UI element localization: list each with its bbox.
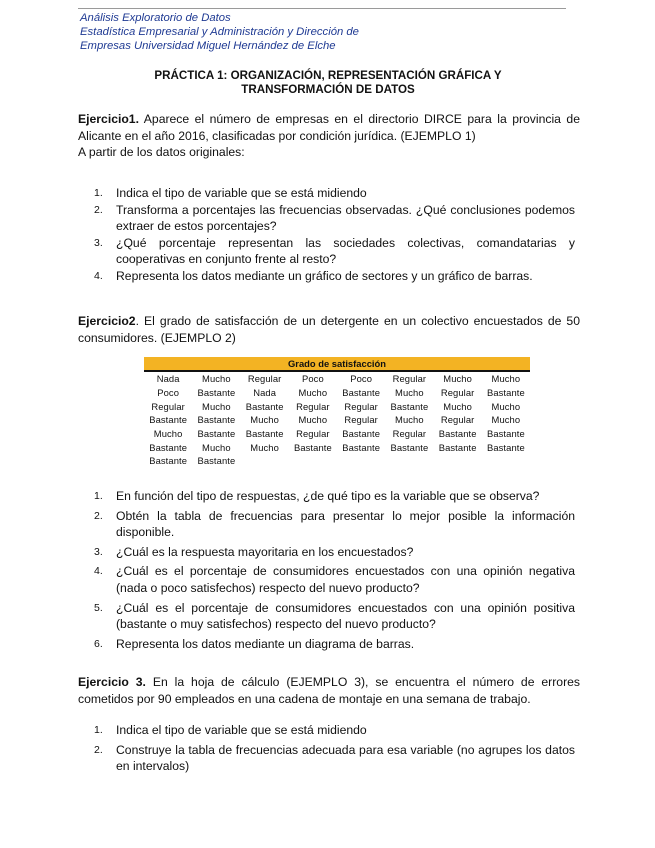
title-line-2: TRANSFORMACIÓN DE DATOS <box>241 83 415 96</box>
table-cell: Poco <box>157 387 180 399</box>
table-cell: Poco <box>289 371 337 386</box>
table-cell: Regular <box>440 414 475 426</box>
table-cell: Bastante <box>197 414 236 426</box>
table-cell: Mucho <box>202 441 231 453</box>
table-cell: Mucho <box>202 400 231 412</box>
list-item: 2. Construye la tabla de frecuencias adecuada para esa variable (no agrupes los datos en intervalos) <box>94 742 575 774</box>
header-line-2: Estadística Empresarial y Administración y Dirección de <box>80 26 359 39</box>
table-body <box>144 371 530 468</box>
table-cell: Regular <box>440 387 475 399</box>
list-item: 3. ¿Qué porcentaje representan las sociedades colectivas, comandatarias y cooperativas en conjunto frente al resto? <box>94 235 575 267</box>
table-cell: Poco <box>337 371 385 386</box>
table-cell: Regular <box>151 400 185 412</box>
table-row <box>144 371 530 386</box>
list-item: 6. Representa los datos mediante un diagrama de barras. <box>94 636 415 651</box>
exercise-3-text: En la hoja de cálculo (EJEMPLO 3), se encuentra el número de errores cometidos por 90 empleados en una cadena de montaje en una semana de trabajo. <box>78 675 581 706</box>
table-cell <box>337 454 385 468</box>
exercise-1-statement <box>78 111 580 144</box>
list-item: 2. Obtén la tabla de frecuencias para presentar lo mejor posible la información disponible. <box>94 508 575 540</box>
table-cell: Regular <box>296 400 330 412</box>
running-header <box>80 11 359 54</box>
table-cell: Regular <box>344 414 378 426</box>
header-line-1: Análisis Exploratorio de Datos <box>80 12 231 24</box>
table-cell: Bastante <box>438 428 477 440</box>
list-item: 1. En función del tipo de respuestas, ¿de qué tipo es la variable que se observa? <box>94 489 540 503</box>
exercise-3-list <box>94 722 575 775</box>
exercise-1-intro: A partir de los datos originales: <box>78 145 245 159</box>
exercise-3-label: Ejercicio 3. <box>78 675 146 689</box>
table-cell: Bastante <box>486 428 525 440</box>
header-line-3: Empresas Universidad Miguel Hernández de Elche <box>80 40 336 53</box>
table-cell: Mucho <box>482 371 530 386</box>
table-cell <box>241 454 289 468</box>
table-cell: Bastante <box>245 428 284 440</box>
exercise-2-list <box>94 488 575 652</box>
table-cell <box>385 454 433 468</box>
table-cell: Mucho <box>298 387 328 399</box>
table-cell: Bastante <box>197 428 236 440</box>
table-cell: Mucho <box>153 428 183 440</box>
table-cell: Bastante <box>486 387 525 399</box>
table-row <box>144 386 530 400</box>
page-title <box>78 69 578 97</box>
list-item: 5. ¿Cuál es el porcentaje de consumidores encuestados con una opinión positiva (bastante o muy satisfechos) respecto del nuevo producto? <box>94 600 575 632</box>
exercise-1-text: Aparece el número de empresas en el directorio DIRCE para la provincia de Alicante en el año 2016, clasificadas por condición jurídica. (EJEMPLO 1) <box>78 112 580 143</box>
table-cell: Bastante <box>149 414 188 426</box>
table-cell: Mucho <box>192 371 240 386</box>
exercise-2-text: . El grado de satisfacción de un detergente en un colectivo encuestados de 50 consumidores. (EJEMPLO 2) <box>78 314 580 345</box>
list-item: 1. Indica el tipo de variable que se está midiendo <box>94 186 367 200</box>
table-cell: Regular <box>392 428 427 440</box>
table-header: Grado de satisfacción <box>144 357 530 371</box>
table-cell: Bastante <box>245 400 284 412</box>
table-cell: Bastante <box>390 441 429 453</box>
table-cell: Bastante <box>342 441 381 453</box>
table-cell: Regular <box>241 371 289 386</box>
satisfaction-table <box>144 357 530 468</box>
header-rule <box>78 8 566 9</box>
table-cell: Nada <box>144 371 192 386</box>
table-row <box>144 399 530 413</box>
table-cell: Mucho <box>491 400 521 412</box>
table-cell: Mucho <box>250 441 279 453</box>
list-item: 2. Transforma a porcentajes las frecuencias observadas. ¿Qué conclusiones podemos extraer de estos porcentajes? <box>94 202 575 234</box>
table-row <box>144 454 530 468</box>
list-item: 3. ¿Cuál es la respuesta mayoritaria en los encuestados? <box>94 544 414 559</box>
table-cell: Bastante <box>149 441 188 453</box>
table-row <box>144 440 530 454</box>
table-cell: Bastante <box>342 387 381 399</box>
table-cell: Mucho <box>250 414 279 426</box>
table-cell: Mucho <box>298 414 328 426</box>
table-cell: Bastante <box>390 400 429 412</box>
table-row <box>144 427 530 441</box>
list-item: 4. Representa los datos mediante un gráfico de sectores y un gráfico de barras. <box>94 268 533 283</box>
table-cell: Bastante <box>342 428 381 440</box>
exercise-2-statement <box>78 313 580 346</box>
table-cell: Mucho <box>434 371 482 386</box>
table-cell <box>482 454 530 468</box>
table-cell <box>434 454 482 468</box>
title-line-1: PRÁCTICA 1: ORGANIZACIÓN, REPRESENTACIÓN GRÁFICA Y <box>154 69 502 82</box>
table-cell: Mucho <box>491 414 521 426</box>
table-cell: Bastante <box>197 455 236 467</box>
table-cell: Regular <box>344 400 378 412</box>
table-row <box>144 413 530 427</box>
exercise-1-label: Ejercicio1. <box>78 112 139 126</box>
table-cell: Bastante <box>438 441 477 453</box>
table-cell: Nada <box>253 387 277 399</box>
table-cell: Regular <box>385 371 433 386</box>
table-cell: Bastante <box>293 441 332 453</box>
table-cell: Mucho <box>395 414 424 426</box>
table-cell: Mucho <box>395 387 424 399</box>
table-cell: Bastante <box>149 455 188 467</box>
table-cell: Regular <box>296 428 330 440</box>
list-item: 1. Indica el tipo de variable que se está midiendo <box>94 723 367 737</box>
exercise-2-label: Ejercicio2 <box>78 314 136 328</box>
exercise-3-statement <box>78 674 580 707</box>
table-cell: Mucho <box>443 400 472 412</box>
exercise-1-list <box>94 185 575 285</box>
table-cell: Bastante <box>486 441 525 453</box>
list-item: 4. ¿Cuál es el porcentaje de consumidores encuestados con una opinión negativa (nada o poco satisfechos) respecto del nuevo producto? <box>94 564 575 595</box>
table-cell: Bastante <box>197 387 236 399</box>
table-cell <box>289 454 337 468</box>
